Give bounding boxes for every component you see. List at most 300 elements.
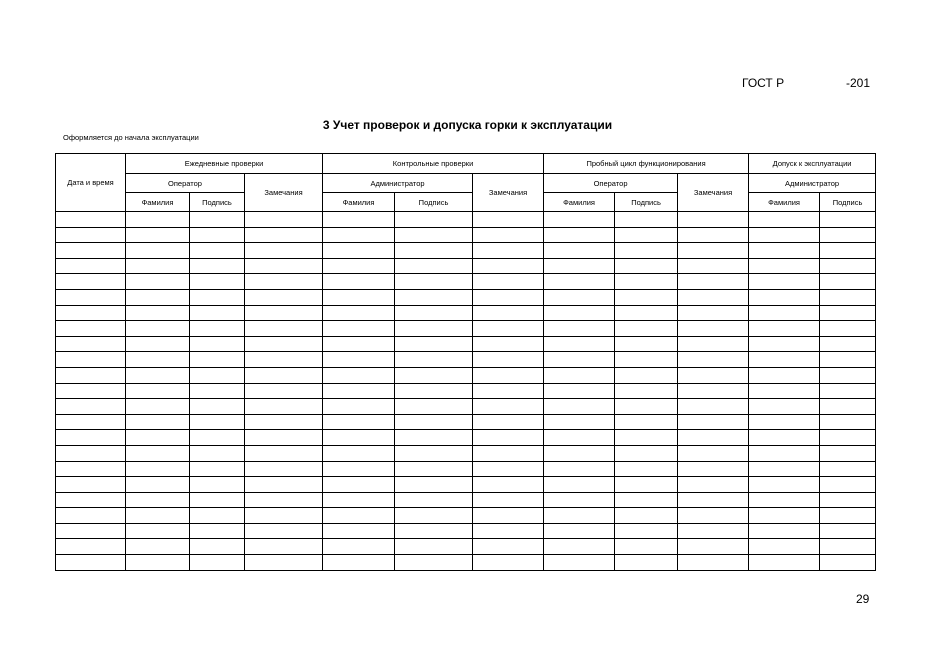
table-cell[interactable] [395, 212, 473, 228]
table-cell[interactable] [56, 430, 126, 446]
table-cell[interactable] [678, 414, 749, 430]
header-surname: Фамилия [749, 193, 820, 212]
table-cell[interactable] [190, 430, 245, 446]
table-cell[interactable] [473, 492, 544, 508]
table-cell[interactable] [245, 212, 323, 228]
table-cell[interactable] [544, 477, 615, 493]
table-cell[interactable] [395, 477, 473, 493]
table-cell[interactable] [56, 445, 126, 461]
table-cell[interactable] [323, 352, 395, 368]
table-cell[interactable] [820, 243, 876, 259]
table-cell[interactable] [323, 508, 395, 524]
table-cell[interactable] [190, 227, 245, 243]
table-row [56, 227, 876, 243]
table-cell[interactable] [473, 352, 544, 368]
table-cell[interactable] [395, 305, 473, 321]
table-cell[interactable] [395, 399, 473, 415]
gost-year-suffix: -201 [846, 76, 871, 90]
table-cell[interactable] [678, 445, 749, 461]
table-cell[interactable] [190, 523, 245, 539]
table-cell[interactable] [56, 336, 126, 352]
table-cell[interactable] [678, 555, 749, 571]
log-body [56, 212, 876, 571]
table-cell[interactable] [615, 461, 678, 477]
table-cell[interactable] [323, 258, 395, 274]
table-cell[interactable] [56, 383, 126, 399]
table-cell[interactable] [544, 212, 615, 228]
table-cell[interactable] [473, 336, 544, 352]
table-cell[interactable] [544, 289, 615, 305]
table-cell[interactable] [56, 508, 126, 524]
table-cell[interactable] [749, 243, 820, 259]
table-cell[interactable] [395, 258, 473, 274]
table-cell[interactable] [473, 445, 544, 461]
table-cell[interactable] [190, 243, 245, 259]
table-cell[interactable] [473, 274, 544, 290]
table-cell[interactable] [473, 212, 544, 228]
table-cell[interactable] [473, 321, 544, 337]
table-cell[interactable] [749, 274, 820, 290]
table-cell[interactable] [126, 243, 190, 259]
table-cell[interactable] [190, 445, 245, 461]
table-cell[interactable] [245, 414, 323, 430]
table-cell[interactable] [323, 336, 395, 352]
table-cell[interactable] [820, 477, 876, 493]
table-cell[interactable] [245, 227, 323, 243]
table-cell[interactable] [245, 305, 323, 321]
table-cell[interactable] [678, 367, 749, 383]
table-cell[interactable] [323, 212, 395, 228]
table-cell[interactable] [615, 352, 678, 368]
table-cell[interactable] [473, 539, 544, 555]
table-cell[interactable] [323, 430, 395, 446]
table-cell[interactable] [473, 477, 544, 493]
table-cell[interactable] [473, 461, 544, 477]
table-cell[interactable] [323, 383, 395, 399]
table-cell[interactable] [473, 227, 544, 243]
table-cell[interactable] [323, 321, 395, 337]
table-cell[interactable] [56, 492, 126, 508]
table-cell[interactable] [820, 414, 876, 430]
table-cell[interactable] [544, 227, 615, 243]
table-cell[interactable] [615, 508, 678, 524]
table-cell[interactable] [749, 227, 820, 243]
table-cell[interactable] [615, 336, 678, 352]
table-cell[interactable] [323, 227, 395, 243]
table-cell[interactable] [395, 383, 473, 399]
table-cell[interactable] [749, 399, 820, 415]
table-cell[interactable] [820, 227, 876, 243]
table-cell[interactable] [678, 461, 749, 477]
table-cell[interactable] [615, 492, 678, 508]
table-cell[interactable] [56, 477, 126, 493]
table-cell[interactable] [190, 258, 245, 274]
table-cell[interactable] [395, 461, 473, 477]
table-cell[interactable] [395, 289, 473, 305]
table-cell[interactable] [245, 258, 323, 274]
table-cell[interactable] [820, 352, 876, 368]
table-cell[interactable] [820, 492, 876, 508]
header-trial-cycle: Пробный цикл функционирования [544, 154, 749, 174]
table-cell[interactable] [56, 305, 126, 321]
header-trial-remarks: Замечания [678, 174, 749, 212]
header-surname: Фамилия [126, 193, 190, 212]
table-cell[interactable] [395, 492, 473, 508]
table-cell[interactable] [820, 321, 876, 337]
table-cell[interactable] [323, 555, 395, 571]
table-cell[interactable] [473, 367, 544, 383]
table-cell[interactable] [678, 274, 749, 290]
table-cell[interactable] [678, 289, 749, 305]
table-cell[interactable] [749, 321, 820, 337]
table-cell[interactable] [615, 383, 678, 399]
table-cell[interactable] [749, 445, 820, 461]
table-cell[interactable] [749, 477, 820, 493]
table-cell[interactable] [544, 383, 615, 399]
table-cell[interactable] [126, 305, 190, 321]
table-cell[interactable] [473, 555, 544, 571]
table-cell[interactable] [544, 258, 615, 274]
table-cell[interactable] [126, 227, 190, 243]
table-cell[interactable] [678, 352, 749, 368]
table-cell[interactable] [749, 383, 820, 399]
table-cell[interactable] [544, 461, 615, 477]
table-cell[interactable] [615, 289, 678, 305]
table-cell[interactable] [820, 212, 876, 228]
table-cell[interactable] [126, 539, 190, 555]
header-signature: Подпись [820, 193, 876, 212]
table-row [56, 492, 876, 508]
table-cell[interactable] [126, 321, 190, 337]
table-cell[interactable] [190, 383, 245, 399]
table-cell[interactable] [190, 461, 245, 477]
table-cell[interactable] [473, 508, 544, 524]
table-cell[interactable] [56, 258, 126, 274]
table-cell[interactable] [820, 461, 876, 477]
table-cell[interactable] [820, 539, 876, 555]
table-cell[interactable] [56, 555, 126, 571]
table-cell[interactable] [395, 336, 473, 352]
table-cell[interactable] [820, 305, 876, 321]
table-cell[interactable] [323, 274, 395, 290]
table-cell[interactable] [678, 492, 749, 508]
table-cell[interactable] [126, 212, 190, 228]
table-cell[interactable] [544, 492, 615, 508]
table-cell[interactable] [190, 305, 245, 321]
table-cell[interactable] [245, 445, 323, 461]
table-cell[interactable] [615, 227, 678, 243]
table-cell[interactable] [245, 461, 323, 477]
table-cell[interactable] [615, 367, 678, 383]
table-cell[interactable] [190, 212, 245, 228]
table-cell[interactable] [190, 336, 245, 352]
table-cell[interactable] [615, 321, 678, 337]
table-cell[interactable] [820, 399, 876, 415]
table-cell[interactable] [678, 243, 749, 259]
table-cell[interactable] [395, 539, 473, 555]
table-cell[interactable] [820, 289, 876, 305]
table-cell[interactable] [190, 492, 245, 508]
table-cell[interactable] [544, 243, 615, 259]
table-cell[interactable] [126, 258, 190, 274]
table-cell[interactable] [56, 243, 126, 259]
header-daily-checks: Ежедневные проверки [126, 154, 323, 174]
table-cell[interactable] [323, 445, 395, 461]
table-cell[interactable] [749, 492, 820, 508]
table-cell[interactable] [395, 352, 473, 368]
table-cell[interactable] [323, 289, 395, 305]
table-cell[interactable] [56, 227, 126, 243]
table-cell[interactable] [245, 508, 323, 524]
table-cell[interactable] [56, 539, 126, 555]
table-cell[interactable] [544, 539, 615, 555]
table-cell[interactable] [544, 430, 615, 446]
table-cell[interactable] [544, 336, 615, 352]
table-cell[interactable] [678, 336, 749, 352]
table-cell[interactable] [245, 289, 323, 305]
header-control-remarks: Замечания [473, 174, 544, 212]
table-cell[interactable] [395, 321, 473, 337]
table-cell[interactable] [678, 383, 749, 399]
header-daily-operator: Оператор [126, 174, 245, 193]
table-cell[interactable] [749, 305, 820, 321]
header-daily-remarks: Замечания [245, 174, 323, 212]
table-cell[interactable] [126, 445, 190, 461]
table-cell[interactable] [323, 243, 395, 259]
table-cell[interactable] [749, 212, 820, 228]
table-cell[interactable] [820, 508, 876, 524]
table-cell[interactable] [395, 508, 473, 524]
table-cell[interactable] [749, 555, 820, 571]
table-cell[interactable] [245, 352, 323, 368]
table-cell[interactable] [190, 414, 245, 430]
table-cell[interactable] [615, 258, 678, 274]
table-cell[interactable] [126, 367, 190, 383]
table-cell[interactable] [749, 289, 820, 305]
table-cell[interactable] [245, 555, 323, 571]
table-cell[interactable] [190, 555, 245, 571]
table-cell[interactable] [395, 523, 473, 539]
table-cell[interactable] [473, 523, 544, 539]
table-cell[interactable] [820, 336, 876, 352]
table-cell[interactable] [395, 555, 473, 571]
table-cell[interactable] [544, 321, 615, 337]
table-row [56, 477, 876, 493]
table-cell[interactable] [615, 477, 678, 493]
table-cell[interactable] [323, 492, 395, 508]
table-cell[interactable] [126, 383, 190, 399]
table-cell[interactable] [615, 399, 678, 415]
table-cell[interactable] [749, 414, 820, 430]
table-cell[interactable] [190, 367, 245, 383]
table-cell[interactable] [323, 461, 395, 477]
table-cell[interactable] [395, 430, 473, 446]
table-cell[interactable] [820, 430, 876, 446]
table-cell[interactable] [678, 539, 749, 555]
table-cell[interactable] [395, 274, 473, 290]
table-cell[interactable] [615, 445, 678, 461]
table-row [56, 383, 876, 399]
table-cell[interactable] [820, 274, 876, 290]
table-cell[interactable] [678, 321, 749, 337]
table-cell[interactable] [56, 367, 126, 383]
table-row [56, 352, 876, 368]
table-row [56, 243, 876, 259]
table-cell[interactable] [245, 399, 323, 415]
table-cell[interactable] [245, 523, 323, 539]
table-cell[interactable] [544, 305, 615, 321]
table-cell[interactable] [126, 477, 190, 493]
table-cell[interactable] [473, 289, 544, 305]
table-cell[interactable] [473, 383, 544, 399]
table-cell[interactable] [56, 523, 126, 539]
table-cell[interactable] [749, 336, 820, 352]
table-cell[interactable] [544, 523, 615, 539]
table-cell[interactable] [126, 508, 190, 524]
table-cell[interactable] [56, 212, 126, 228]
table-cell[interactable] [678, 523, 749, 539]
table-cell[interactable] [615, 243, 678, 259]
table-cell[interactable] [544, 367, 615, 383]
table-cell[interactable] [544, 399, 615, 415]
table-cell[interactable] [473, 399, 544, 415]
table-cell[interactable] [245, 321, 323, 337]
table-cell[interactable] [323, 305, 395, 321]
table-cell[interactable] [190, 399, 245, 415]
table-cell[interactable] [56, 352, 126, 368]
table-cell[interactable] [56, 461, 126, 477]
table-cell[interactable] [473, 243, 544, 259]
table-cell[interactable] [245, 539, 323, 555]
table-cell[interactable] [190, 352, 245, 368]
table-cell[interactable] [615, 523, 678, 539]
table-cell[interactable] [126, 274, 190, 290]
table-cell[interactable] [678, 227, 749, 243]
table-cell[interactable] [544, 352, 615, 368]
table-cell[interactable] [749, 367, 820, 383]
header-signature: Подпись [395, 193, 473, 212]
table-cell[interactable] [678, 305, 749, 321]
table-cell[interactable] [56, 414, 126, 430]
table-cell[interactable] [323, 399, 395, 415]
table-cell[interactable] [395, 414, 473, 430]
table-cell[interactable] [615, 555, 678, 571]
table-cell[interactable] [395, 243, 473, 259]
table-cell[interactable] [544, 445, 615, 461]
table-cell[interactable] [749, 523, 820, 539]
header-trial-operator: Оператор [544, 174, 678, 193]
table-cell[interactable] [820, 258, 876, 274]
table-cell[interactable] [126, 555, 190, 571]
table-cell[interactable] [126, 289, 190, 305]
table-cell[interactable] [323, 414, 395, 430]
table-cell[interactable] [56, 274, 126, 290]
table-cell[interactable] [820, 555, 876, 571]
table-cell[interactable] [395, 367, 473, 383]
table-cell[interactable] [126, 523, 190, 539]
table-cell[interactable] [615, 305, 678, 321]
table-cell[interactable] [323, 367, 395, 383]
table-cell[interactable] [126, 336, 190, 352]
table-cell[interactable] [56, 399, 126, 415]
header-surname: Фамилия [323, 193, 395, 212]
table-cell[interactable] [323, 523, 395, 539]
table-cell[interactable] [749, 508, 820, 524]
table-cell[interactable] [544, 274, 615, 290]
table-cell[interactable] [678, 508, 749, 524]
table-cell[interactable] [473, 430, 544, 446]
table-cell[interactable] [678, 258, 749, 274]
gost-label: ГОСТ Р [742, 76, 785, 90]
table-cell[interactable] [245, 383, 323, 399]
table-cell[interactable] [615, 539, 678, 555]
table-cell[interactable] [56, 289, 126, 305]
table-cell[interactable] [678, 399, 749, 415]
table-cell[interactable] [820, 383, 876, 399]
table-cell[interactable] [749, 539, 820, 555]
table-cell[interactable] [323, 477, 395, 493]
table-cell[interactable] [749, 461, 820, 477]
table-cell[interactable] [126, 430, 190, 446]
table-cell[interactable] [245, 430, 323, 446]
table-cell[interactable] [190, 539, 245, 555]
table-cell[interactable] [615, 414, 678, 430]
table-cell[interactable] [126, 461, 190, 477]
table-cell[interactable] [678, 477, 749, 493]
table-cell[interactable] [190, 508, 245, 524]
table-cell[interactable] [190, 321, 245, 337]
table-cell[interactable] [245, 243, 323, 259]
table-cell[interactable] [678, 430, 749, 446]
table-cell[interactable] [245, 477, 323, 493]
table-cell[interactable] [544, 555, 615, 571]
table-cell[interactable] [615, 274, 678, 290]
table-cell[interactable] [56, 321, 126, 337]
table-cell[interactable] [245, 492, 323, 508]
table-cell[interactable] [678, 212, 749, 228]
table-cell[interactable] [323, 539, 395, 555]
table-cell[interactable] [473, 258, 544, 274]
table-cell[interactable] [473, 414, 544, 430]
table-cell[interactable] [615, 212, 678, 228]
table-cell[interactable] [395, 445, 473, 461]
table-cell[interactable] [126, 352, 190, 368]
table-cell[interactable] [245, 336, 323, 352]
table-cell[interactable] [749, 430, 820, 446]
table-cell[interactable] [126, 492, 190, 508]
table-cell[interactable] [190, 477, 245, 493]
table-cell[interactable] [126, 399, 190, 415]
table-cell[interactable] [190, 289, 245, 305]
table-cell[interactable] [820, 523, 876, 539]
table-cell[interactable] [820, 445, 876, 461]
table-cell[interactable] [395, 227, 473, 243]
table-cell[interactable] [820, 367, 876, 383]
table-cell[interactable] [615, 430, 678, 446]
table-cell[interactable] [245, 367, 323, 383]
table-cell[interactable] [544, 508, 615, 524]
table-row [56, 555, 876, 571]
table-cell[interactable] [473, 305, 544, 321]
table-cell[interactable] [126, 414, 190, 430]
table-cell[interactable] [749, 258, 820, 274]
table-row [56, 539, 876, 555]
table-cell[interactable] [190, 274, 245, 290]
header-signature: Подпись [190, 193, 245, 212]
table-cell[interactable] [749, 352, 820, 368]
table-cell[interactable] [245, 274, 323, 290]
table-cell[interactable] [544, 414, 615, 430]
